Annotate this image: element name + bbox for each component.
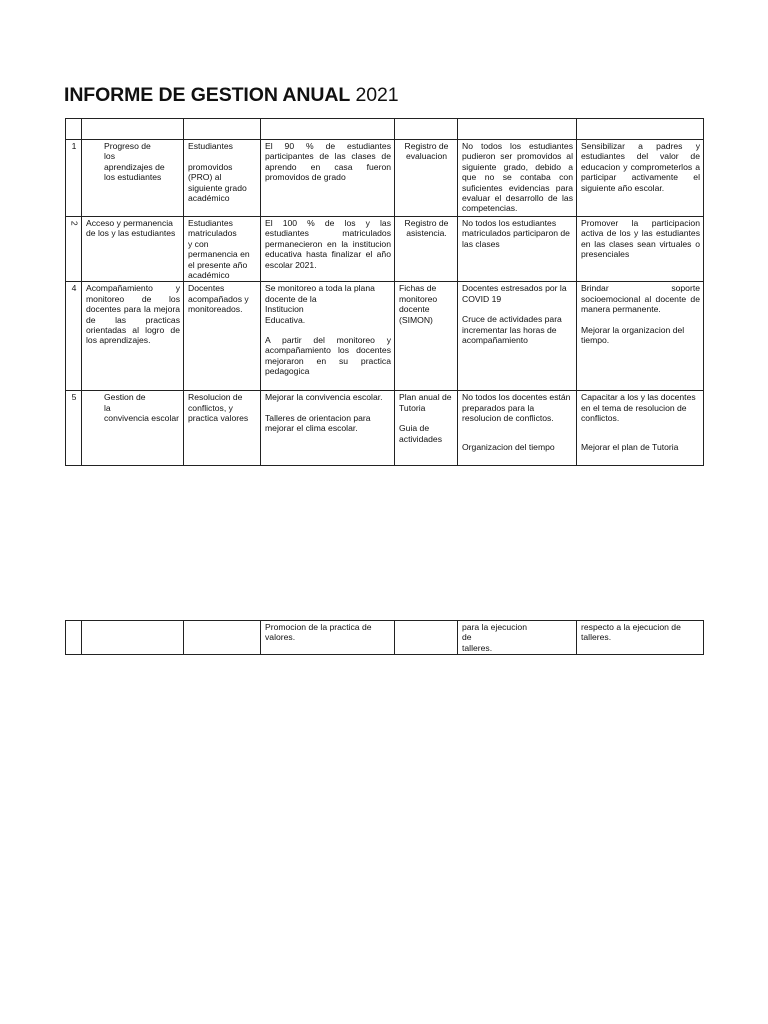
difficulty-cell: No todos los estudiantes matriculados participaron de las clases	[458, 217, 577, 282]
table-row	[66, 391, 704, 466]
dimension-cell: Gestion de la convivencia escolar	[82, 391, 184, 466]
proposal-cell	[577, 140, 704, 217]
proposal-cell: respecto a la ejecucion de talleres.	[577, 621, 704, 655]
header-cell	[66, 119, 82, 140]
cell	[184, 621, 261, 655]
header-cell	[458, 119, 577, 140]
table-row	[66, 140, 704, 217]
source-cell: Registro de evaluacion	[395, 140, 458, 217]
cell	[82, 621, 184, 655]
difficulty-text: Docentes estresados por la COVID 19	[462, 283, 567, 304]
difficulty-cell	[458, 391, 577, 466]
header-cell	[577, 119, 704, 140]
source-text: Plan anual de Tutoria	[399, 392, 452, 413]
result-text: Talleres de orientacion para mejorar el clima escolar.	[265, 412, 371, 434]
difficulty-cell	[458, 282, 577, 391]
report-table	[65, 118, 704, 466]
result-text: El 90 % de estudiantes participantes de las clases de aprendo en casa fueron promovidos de grado	[265, 141, 391, 183]
header-cell	[184, 119, 261, 140]
result-text: A partir del monitoreo y acompañamiento los docentes mejoraron en su practica pedagogica	[265, 335, 391, 377]
header-cell	[261, 119, 395, 140]
proposal-cell	[577, 391, 704, 466]
result-text: Se monitoreo a toda la plana docente de la Institucion Educativa.	[265, 283, 375, 325]
proposal-text: Capacitar a los y las docentes en el tema de resolucion de conflictos.	[581, 392, 696, 424]
result-cell	[261, 391, 395, 466]
page-title	[64, 84, 398, 107]
continuation-table	[65, 620, 704, 655]
difficulty-text: No todos los estudiantes pudieron ser promovidos al siguiente grado, debido a que no se contaba con suficientes evidencias para evaluar el desarrollo de las competencias.	[462, 141, 573, 214]
title-year: 2021	[355, 84, 399, 106]
source-cell: Registro de asistencia.	[395, 217, 458, 282]
source-cell: Fichas de monitoreo docente (SIMON)	[395, 282, 458, 391]
proposal-text: Promover la participacion activa de los y las estudiantes en las clases sean virtuales o presenciales	[581, 218, 700, 260]
header-row	[66, 119, 704, 140]
proposal-cell	[577, 282, 704, 391]
dimension-text: Acompañamiento y monitoreo de los docentes para la mejora de las practicas orientadas al logro de los aprendizajes.	[86, 283, 180, 346]
row-number-text: 2	[69, 220, 80, 226]
header-cell	[395, 119, 458, 140]
proposal-text: Mejorar la organizacion del tiempo.	[581, 324, 685, 346]
source-text: Guia de actividades	[399, 423, 442, 444]
difficulty-text: Cruce de actividades para incrementar las horas de acompañamiento	[462, 314, 562, 346]
header-cell	[82, 119, 184, 140]
table-row	[66, 282, 704, 391]
indicator-cell: Resolucion de conflictos, y practica valores	[184, 391, 261, 466]
result-text: El 100 % de los y las estudiantes matriculados permanecieron en la institucion educativa hasta finalizar el año escolar 2021.	[265, 218, 391, 270]
indicator-cell: Docentes acompañados y monitoreados.	[184, 282, 261, 391]
difficulty-cell	[458, 140, 577, 217]
row-number: 4	[66, 282, 82, 391]
dimension-cell	[82, 282, 184, 391]
result-cell	[261, 140, 395, 217]
source-cell	[395, 391, 458, 466]
result-text: Mejorar la convivencia escolar.	[265, 392, 383, 403]
row-number	[66, 217, 82, 282]
cell	[395, 621, 458, 655]
dimension-cell: Progreso de los aprendizajes de los estudiantes	[82, 140, 184, 217]
dimension-cell: Acceso y permanencia de los y las estudiantes	[82, 217, 184, 282]
result-cell	[261, 282, 395, 391]
difficulty-text: Organizacion del tiempo	[462, 441, 555, 452]
indicator-cell: Estudiantes matriculados y con permanencia en el presente año académico	[184, 217, 261, 282]
difficulty-text: No todos los docentes están preparados para la resolucion de conflictos.	[462, 392, 571, 424]
difficulty-text: para la ejecucion de talleres.	[462, 622, 527, 653]
proposal-text: Mejorar el plan de Tutoria	[581, 441, 679, 452]
proposal-text: Brindar soporte socioemocional al docente de manera permanente.	[581, 283, 700, 315]
title-bold: INFORME DE GESTION ANUAL	[64, 84, 351, 106]
row-number: 5	[66, 391, 82, 466]
indicator-cell: Estudiantes promovidos (PRO) al siguiente grado académico	[184, 140, 261, 217]
proposal-cell	[577, 217, 704, 282]
proposal-text: Sensibilizar a padres y estudiantes del valor de educacion y comprometerlos a participar activamente el siguiente año escolar.	[581, 141, 700, 193]
table-row	[66, 621, 704, 655]
table-row	[66, 217, 704, 282]
result-cell	[261, 217, 395, 282]
row-number: 1	[66, 140, 82, 217]
result-cell: Promocion de la practica de valores.	[261, 621, 395, 655]
difficulty-cell	[458, 621, 577, 655]
cell	[66, 621, 82, 655]
